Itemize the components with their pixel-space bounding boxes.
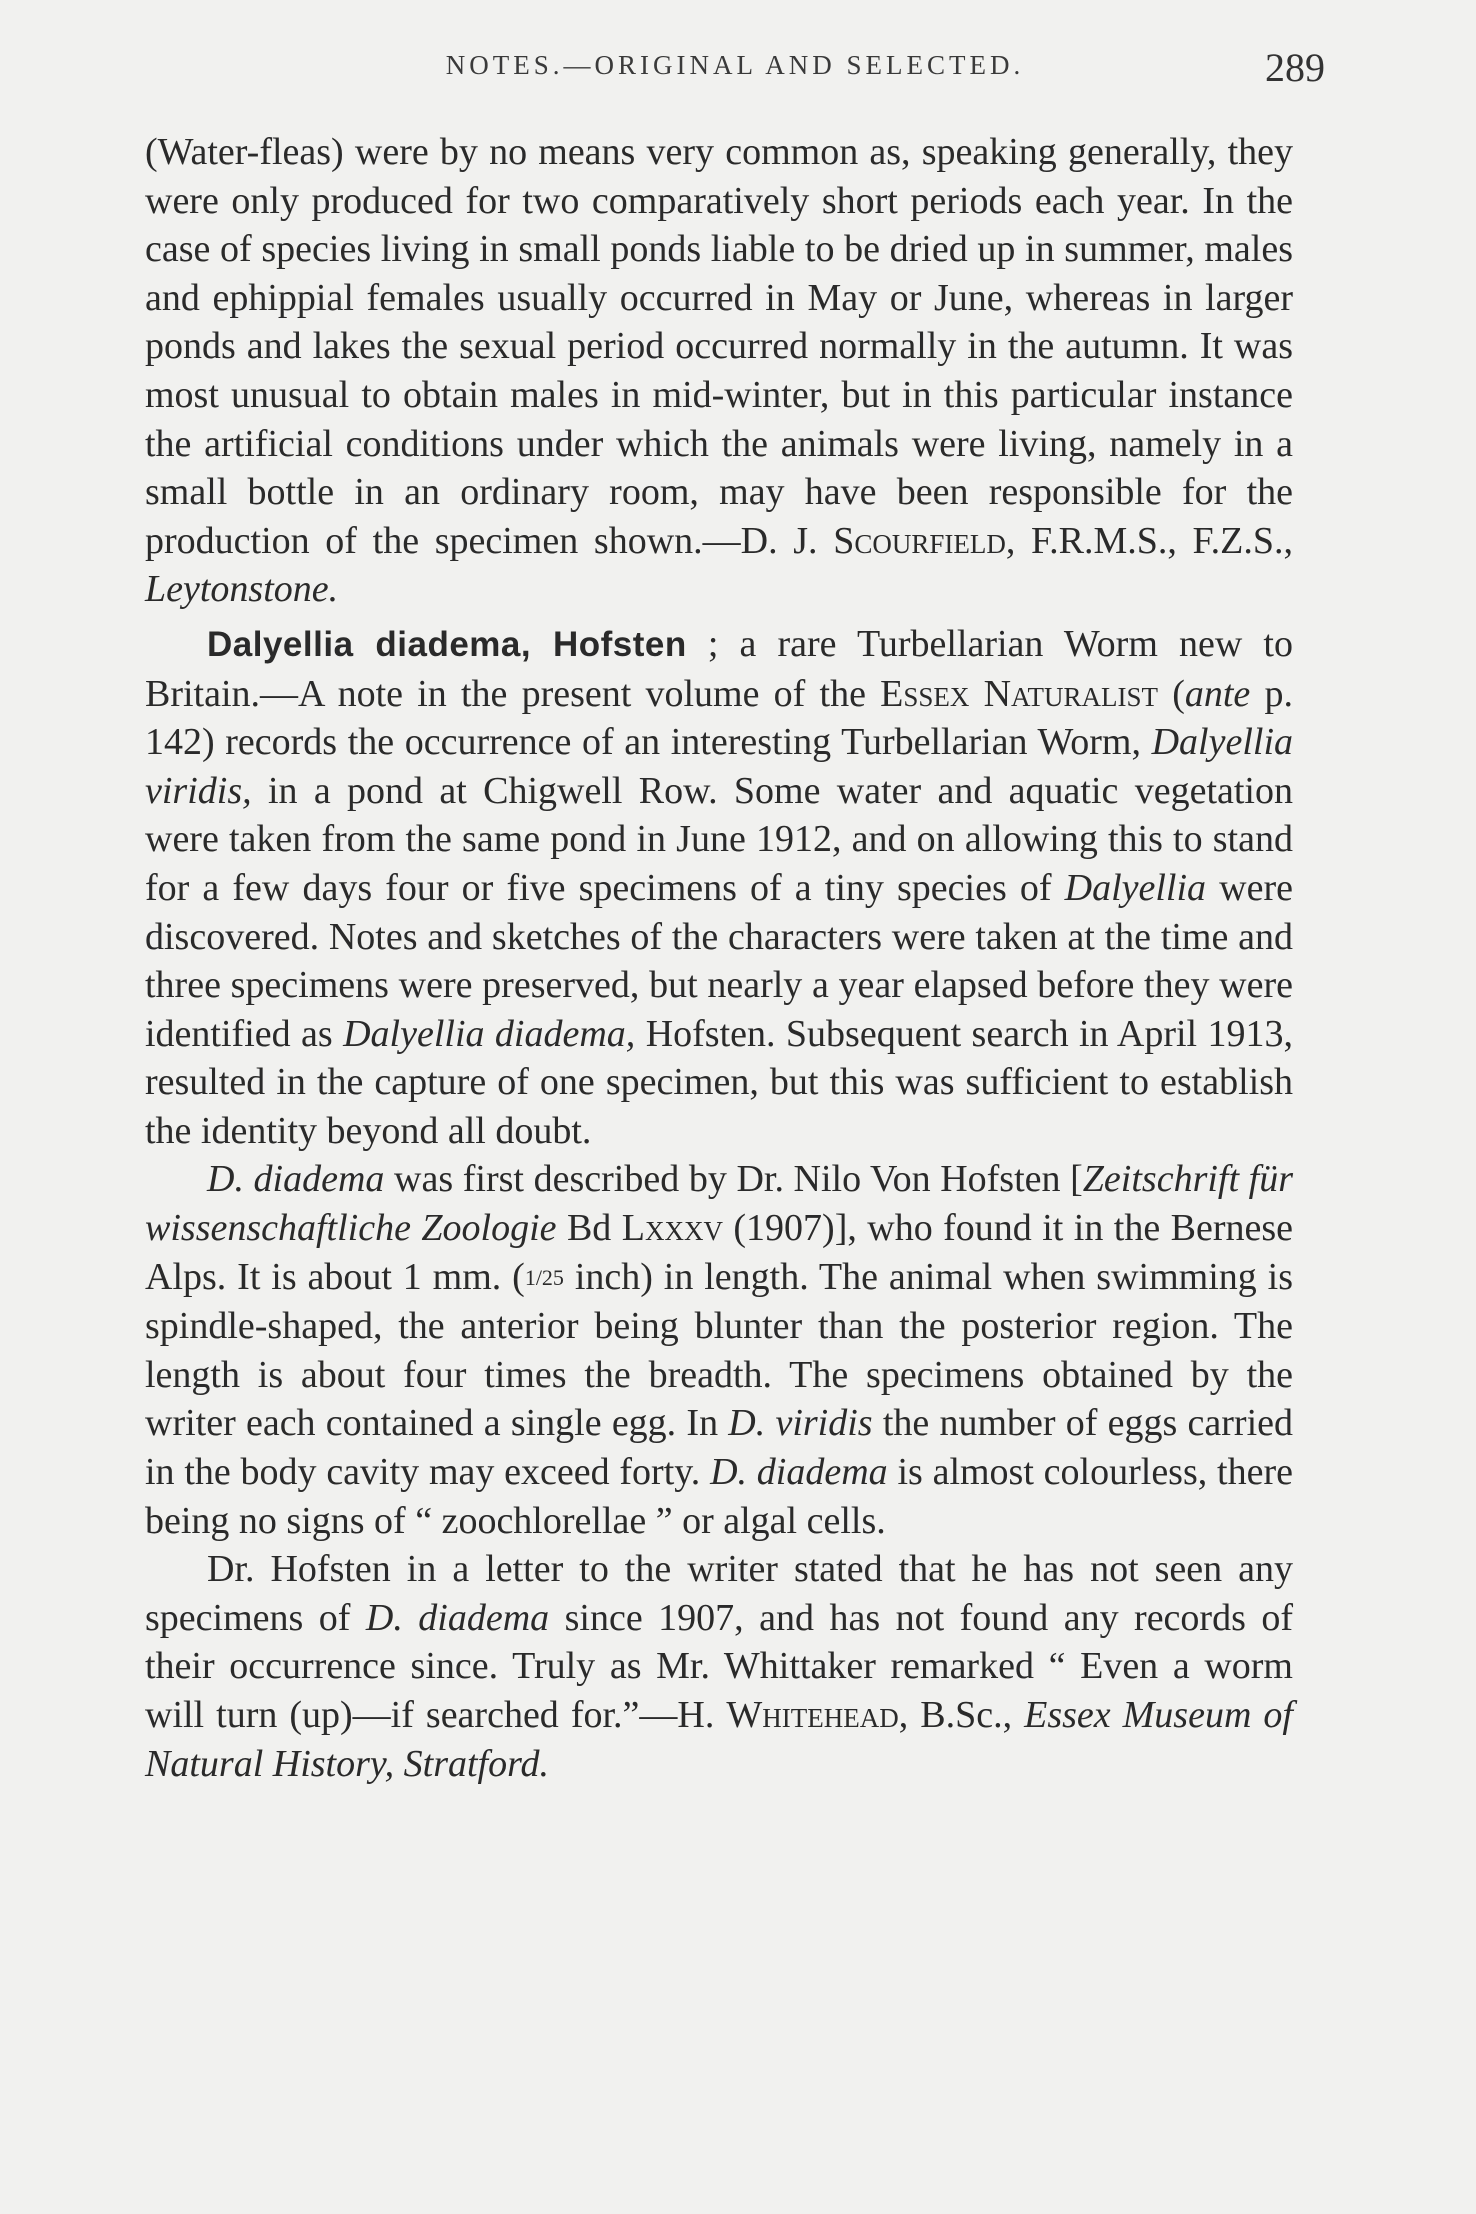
text-run: is almost colourless, there being no signs of “ zoochlorellae ” or algal cells.: [145, 1451, 1293, 1542]
species-name: Dalyellia viridis,: [145, 721, 1293, 812]
text-run: in a pond at Chigwell Row. Some water and aquatic vegetation were taken from the same pond in June 1912, and on allowing this to stand for a few days four or five specimens of a tiny species of: [145, 769, 1293, 909]
paragraph-hofsten-letter: [145, 1545, 1293, 1788]
genus-name: Dalyellia: [1064, 866, 1207, 909]
journal-name: Zeitschrift für wissenschaftliche Zoologie: [145, 1158, 1293, 1250]
species-name: D. diadema: [365, 1596, 550, 1639]
text-run: Hofsten. Subsequent search in April 1913, resulted in the capture of one specimen, but this was sufficient to establish the identity beyond all doubt.: [145, 1012, 1293, 1152]
species-name: Dalyellia diadema,: [343, 1012, 636, 1055]
text-run: Dr. Hofsten in a letter to the writer stated that he has not seen any specimens of: [145, 1548, 1293, 1639]
text-run: (: [1158, 672, 1185, 715]
journal-name: Essex Naturalist: [880, 672, 1159, 715]
text-run: (1907)], who found it in the Bernese Alps. It is about 1 mm. (: [145, 1207, 1294, 1298]
text-run: were discovered. Notes and sketches of the characters were taken at the time and three specimens were preserved, but nearly a year elapsed before they were identified as: [145, 866, 1293, 1055]
text-run: , F.R.M.S., F.Z.S.,: [1005, 519, 1293, 562]
text-run: ; a rare Turbellarian Worm new to Britain.—A note in the present volume of the: [145, 622, 1293, 715]
note-heading: Dalyellia diadema, Hofsten: [207, 624, 687, 664]
text-run: since 1907, and has not found any records of their occurrence since. Truly as Mr. Whittaker remarked “ Even a worm will turn (up)—if searched for.”—H.: [145, 1596, 1293, 1736]
species-name: D. diadema: [710, 1451, 888, 1494]
paragraph-water-fleas: [145, 128, 1293, 614]
species-name: D. viridis: [728, 1402, 873, 1445]
text-run: the number of eggs carried in the body cavity may exceed forty.: [145, 1402, 1294, 1494]
author-name: Scourfield: [833, 519, 1006, 562]
author-place: Leytonstone.: [145, 568, 339, 611]
ante-ref: ante: [1184, 672, 1251, 715]
volume-number: Lxxxv: [621, 1207, 723, 1250]
text-run: (Water-fleas) were by no means very common as, speaking generally, they were only produced for two comparatively short periods each year. In the case of species living in small ponds liable to be dried up in summer, males and ephippial females usually occurred in May or June, whereas in larger ponds and lakes the sexual period occurred normally in the autumn. It was most unusual to obtain males in mid-winter, but in this particular instance the artificial conditions under which the animals were living, namely in a small bottle in an ordinary room, may have been responsible for the production of the specimen shown.—D. J.: [145, 131, 1293, 562]
running-head: NOTES.—ORIGINAL AND SELECTED.: [445, 50, 1025, 80]
fraction: 1/25: [524, 1264, 564, 1290]
species-name: D. diadema: [207, 1158, 385, 1201]
text-run: was first described by Dr. Nilo Von Hofsten [: [384, 1158, 1083, 1201]
text-run: inch) in length. The animal when swimming is spindle-shaped, the anterior being blunter than the posterior region. The length is about four times the breadth. The specimens obtained by the writer each contained a single egg. In: [145, 1255, 1293, 1445]
page-number: 289: [1265, 45, 1325, 90]
author-name: Whitehead: [726, 1694, 899, 1736]
text-run: p. 142) records the occurrence of an interesting Turbellarian Worm,: [145, 672, 1294, 764]
author-affiliation: Essex Museum of Natural History, Stratford.: [145, 1694, 1293, 1785]
text-run: Bd: [556, 1207, 622, 1250]
page-header: [145, 45, 1325, 110]
paragraph-dalyellia: [145, 620, 1293, 1156]
paragraph-description: [145, 1155, 1293, 1545]
text-run: , B.Sc.,: [898, 1694, 1025, 1736]
page-body: [145, 128, 1293, 1788]
